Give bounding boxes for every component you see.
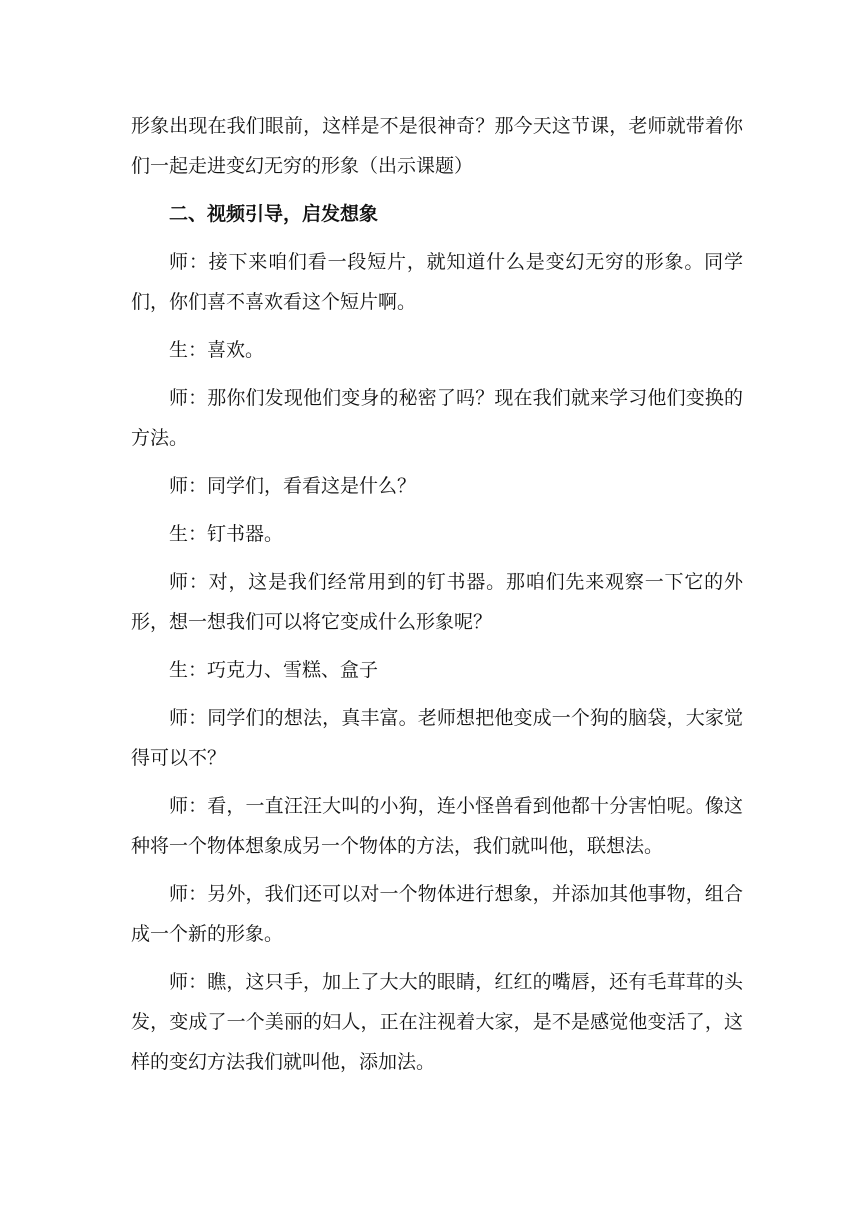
paragraph-continuation: 形象出现在我们眼前，这样是不是很神奇？那今天这节课，老师就带着你们一起走进变幻无穷的形象（出示课题） (131, 115, 743, 177)
paragraph-teacher-intro-video: 师：接下来咱们看一段短片，就知道什么是变幻无穷的形象。同学们，你们喜不喜欢看这个短片啊。 (131, 251, 743, 313)
paragraph-teacher-combine: 师：另外，我们还可以对一个物体进行想象，并添加其他事物，组合成一个新的形象。 (131, 883, 743, 945)
document-body (131, 106, 743, 1090)
paragraph-teacher-dog-head: 师：同学们的想法，真丰富。老师想把他变成一个狗的脑袋，大家觉得可以不？ (131, 707, 743, 769)
paragraph-teacher-association: 师：看，一直汪汪大叫的小狗，连小怪兽看到他都十分害怕呢。像这种将一个物体想象成另一个物体的方法，我们就叫他，联想法。 (131, 795, 743, 857)
paragraph-teacher-addition: 师：瞧，这只手，加上了大大的眼睛，红红的嘴唇，还有毛茸茸的头发，变成了一个美丽的妇人，正在注视着大家，是不是感觉他变活了，这样的变幻方法我们就叫他，添加法。 (131, 971, 743, 1073)
paragraph-teacher-secret: 师：那你们发现他们变身的秘密了吗？现在我们就来学习他们变换的方法。 (131, 387, 743, 449)
section-heading: 二、视频引导，启发想象 (169, 203, 379, 225)
paragraph-teacher-what-is-this: 师：同学们，看看这是什么？ (169, 475, 417, 497)
paragraph-teacher-observe: 师：对，这是我们经常用到的钉书器。那咱们先来观察一下它的外形，想一想我们可以将它变成什么形象呢？ (131, 571, 743, 633)
paragraph-student-stapler: 生：钉书器。 (169, 523, 284, 545)
paragraph-student-like: 生：喜欢。 (169, 339, 265, 361)
paragraph-student-ideas: 生：巧克力、雪糕、盒子 (169, 659, 379, 681)
